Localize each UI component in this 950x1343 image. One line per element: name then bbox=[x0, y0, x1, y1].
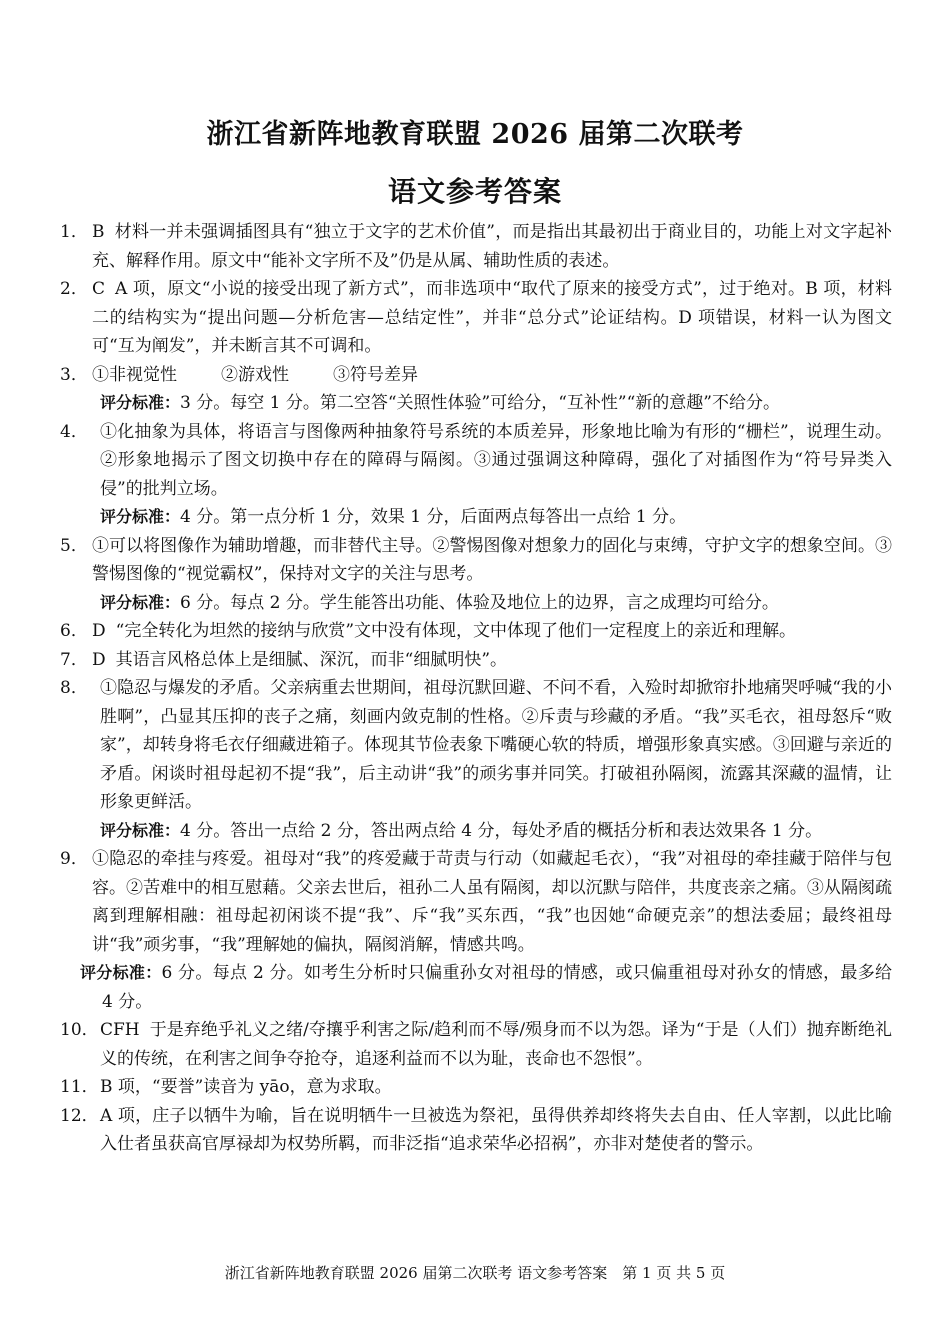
answer-blank-1: ①非视觉性 bbox=[92, 364, 177, 385]
criteria-label: 评分标准： bbox=[100, 592, 181, 612]
criteria-label: 评分标准： bbox=[100, 820, 181, 840]
criteria-label: 评分标准： bbox=[80, 963, 162, 982]
answer-explanation: B 项，“要誉”读音为 yāo，意为求取。 bbox=[100, 1077, 392, 1097]
answer-item-4 bbox=[60, 418, 892, 504]
scoring-criteria-4 bbox=[60, 503, 892, 532]
answer-choice: D bbox=[92, 621, 106, 641]
answer-choice: CFH bbox=[100, 1020, 140, 1040]
answer-explanation: ①可以将图像作为辅助增趣，而非替代主导。②警惕图像对想象力的固化与束缚，守护文字的想象空间。③警惕图像的“视觉霸权”，保持对文字的关注与思考。 bbox=[92, 535, 892, 584]
answer-item-3 bbox=[60, 361, 892, 390]
answer-choice: D bbox=[92, 649, 106, 670]
answer-item-7 bbox=[60, 646, 892, 675]
scoring-criteria-9 bbox=[60, 959, 892, 1016]
answer-item-12 bbox=[60, 1102, 892, 1159]
scoring-criteria-3 bbox=[60, 389, 892, 418]
answer-explanation: ①隐忍与爆发的矛盾。父亲病重去世期间，祖母沉默回避、不问不看，入殓时却掀帘扑地痛哭呼喊“我的小胜啊”，凸显其压抑的丧子之痛，刻画内敛克制的性格。②斥责与珍藏的矛盾。“我”买毛衣，祖母怒斥“败家”，却转身将毛衣仔细藏进箱子。体现其节俭表象下嘴硬心软的特质，增强形象真实感。③回避与亲近的矛盾。闲谈时祖母起初不提“我”，后主动讲“我”的顽劣事并同笑。打破祖孙隔阂，流露其深藏的温情，让形象更鲜活。 bbox=[100, 678, 892, 812]
answer-explanation: ①隐忍的牵挂与疼爱。祖母对“我”的疼爱藏于苛责与行动（如藏起毛衣），“我”对祖母的牵挂藏于陪伴与包容。②苦难中的相互慰藉。父亲去世后，祖孙二人虽有隔阂，却以沉默与陪伴，共度丧亲之痛。③从隔阂疏离到理解相融：祖母起初闲谈不提“我”、斥“我”买东西，“我”也因她“命硬克亲”的想法委屈；最终祖母讲“我”顽劣事，“我”理解她的偏执，隔阂消解，情感共鸣。 bbox=[92, 849, 892, 955]
criteria-text: 6 分。每点 2 分。学生能答出功能、体验及地位上的边界，言之成理均可给分。 bbox=[180, 592, 779, 613]
answer-choice: C bbox=[92, 279, 106, 299]
criteria-label: 评分标准： bbox=[100, 393, 181, 412]
answer-number: 8． bbox=[60, 678, 88, 698]
answer-number: 2． bbox=[60, 279, 88, 299]
answer-number: 9． bbox=[60, 849, 88, 869]
answer-explanation: A 项，原文“小说的接受出现了新方式”，而非选项中“取代了原来的接受方式”，过于绝对。B 项，材料二的结构实为“提出问题—分析危害—总结定性”，并非“总分式”论证结构。D 项错误，材料一认为图文可“互为阐发”，并未断言其不可调和。 bbox=[92, 279, 892, 356]
answer-item-9 bbox=[60, 845, 892, 959]
criteria-text: 4 分。答出一点给 2 分，答出两点给 4 分，每处矛盾的概括分析和表达效果各 1 分。 bbox=[180, 820, 823, 841]
answer-item-5 bbox=[60, 532, 892, 589]
answer-number: 5． bbox=[60, 535, 88, 556]
scoring-criteria-8 bbox=[60, 817, 892, 846]
answer-blank-2: ②游戏性 bbox=[221, 364, 289, 385]
page-title: 浙江省新阵地教育联盟 2026 届第二次联考 bbox=[206, 119, 744, 150]
answer-blank-3: ③符号差异 bbox=[333, 364, 418, 385]
answer-item-6 bbox=[60, 617, 892, 646]
answer-number: 4． bbox=[60, 421, 88, 442]
criteria-label: 评分标准： bbox=[100, 507, 181, 526]
answer-explanation: 材料一并未强调插图具有“独立于文字的艺术价值”，而是指出其最初出于商业目的，功能上对文字起补充、解释作用。原文中“能补文字所不及”仍是从属、辅助性质的表述。 bbox=[92, 222, 892, 271]
criteria-text: 3 分。每空 1 分。第二空答“关照性体验”可给分，“互补性”“新的意趣”不给分。 bbox=[180, 393, 781, 413]
page-subtitle: 语文参考答案 bbox=[387, 175, 562, 208]
criteria-text: 4 分。第一点分析 1 分，效果 1 分，后面两点每答出一点给 1 分。 bbox=[180, 507, 687, 527]
criteria-text: 6 分。每点 2 分。如考生分析时只偏重孙女对祖母的情感，或只偏重祖母对孙女的情感，最多给 4 分。 bbox=[102, 963, 892, 1012]
answer-number: 6． bbox=[60, 621, 88, 641]
answer-choice: B bbox=[92, 222, 105, 242]
scoring-criteria-5 bbox=[60, 589, 892, 618]
page-footer: 浙江省新阵地教育联盟 2026 届第二次联考 语文参考答案 第 1 页 共 5 页 bbox=[224, 1264, 726, 1282]
answer-explanation: 其语言风格总体上是细腻、深沉，而非“细腻明快”。 bbox=[115, 649, 508, 670]
answer-number: 1． bbox=[60, 222, 88, 242]
answer-item-8 bbox=[60, 674, 892, 817]
answer-explanation: ①化抽象为具体，将语言与图像两种抽象符号系统的本质差异，形象地比喻为有形的“栅栏”，说理生动。②形象地揭示了图文切换中存在的障碍与隔阂。③通过强调这种障碍，强化了对插图作为“符号异类入侵”的批判立场。 bbox=[100, 421, 892, 499]
answer-explanation: 于是弃绝乎礼义之绪/夺攘乎利害之际/趋利而不辱/殒身而不以为怨。译为“于是（人们）抛弃断绝礼义的传统，在利害之间争夺抢夺，追逐利益而不以为耻，丧命也不怨恨”。 bbox=[100, 1020, 892, 1069]
answer-item-11 bbox=[60, 1073, 892, 1102]
answers-list bbox=[60, 218, 892, 1159]
answer-number: 7． bbox=[60, 649, 88, 670]
answer-number: 10． bbox=[60, 1020, 99, 1040]
answer-number: 12． bbox=[60, 1105, 99, 1126]
answer-item-10 bbox=[60, 1016, 892, 1073]
answer-explanation: “完全转化为坦然的接纳与欣赏”文中没有体现，文中体现了他们一定程度上的亲近和理解。 bbox=[115, 621, 797, 641]
answer-explanation: A 项，庄子以牺牛为喻，旨在说明牺牛一旦被选为祭祀，虽得供养却终将失去自由、任人宰割，以此比喻入仕者虽获高官厚禄却为权势所羁，而非泛指“追求荣华必招祸”，亦非对楚使者的警示。 bbox=[100, 1105, 892, 1154]
answer-number: 11． bbox=[60, 1077, 99, 1097]
answer-item-2 bbox=[60, 275, 892, 361]
answer-item-1 bbox=[60, 218, 892, 275]
answer-number: 3． bbox=[60, 364, 88, 385]
